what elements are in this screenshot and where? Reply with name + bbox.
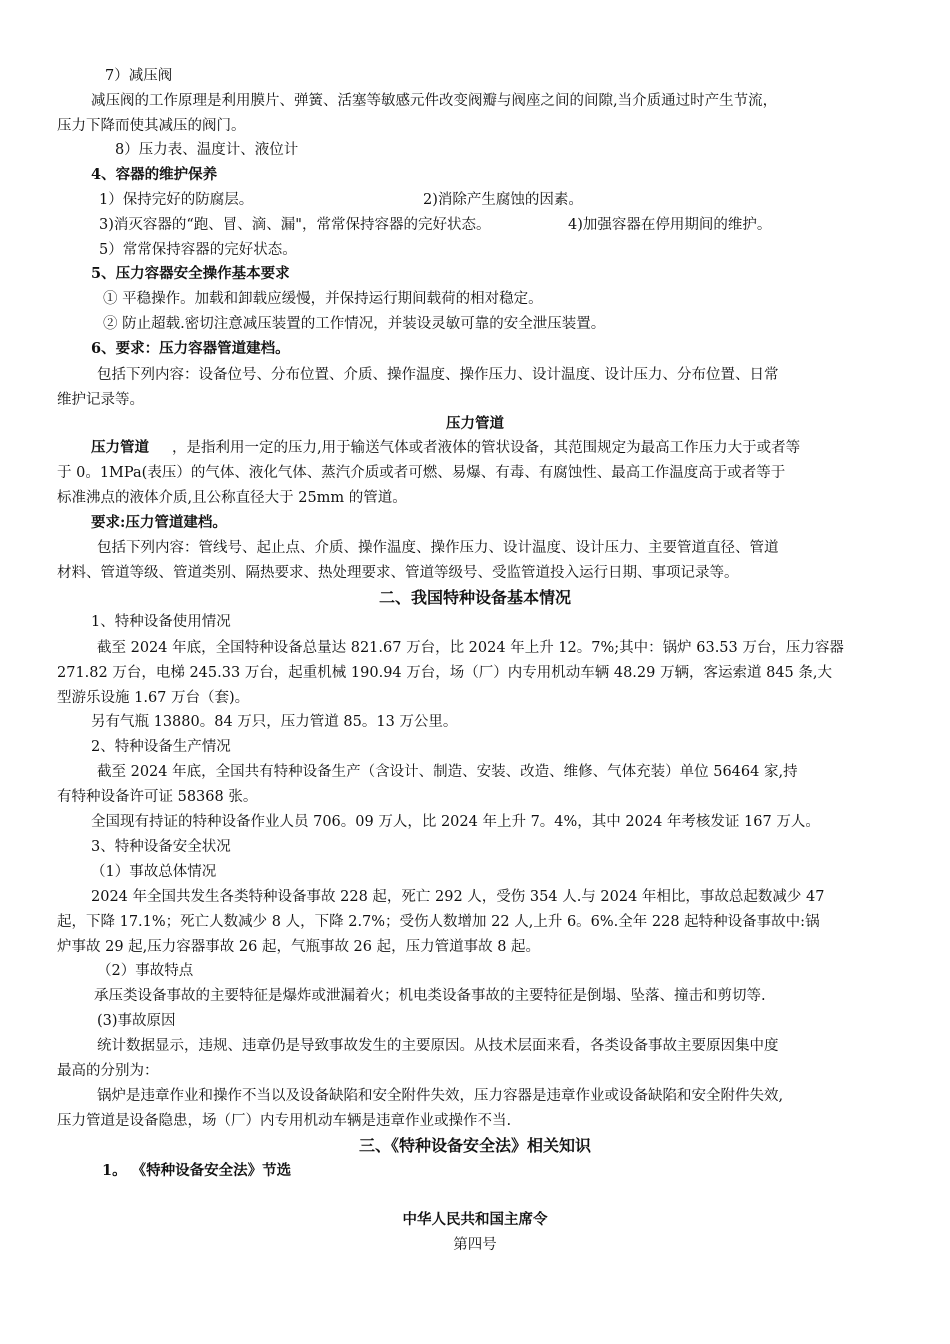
order-number: 第四号 [453, 1237, 497, 1253]
paragraph-line: 全国现有持证的特种设备作业人员 706。09 万人，比 2024 年上升 7。4%，其中 2024 年考核发证 167 万人。 [91, 814, 820, 830]
heading-records-requirement: 6、要求：压力容器管道建档。 [91, 340, 290, 357]
heading-vessel-maintenance: 4、容器的维护保养 [91, 166, 218, 183]
paragraph-line: 包括下列内容：设备位号、分布位置、介质、操作温度、操作压力、设计温度、设计压力、分布位置、日常 [97, 367, 779, 383]
paragraph-line: 271.82 万台，电梯 245.33 万台，起重机械 190.94 万台，场（厂）内专用机动车辆 48.29 万辆，客运索道 845 条,大 [57, 665, 832, 681]
paragraph-line: 压力下降而使其减压的阀门。 [57, 118, 246, 134]
subheading: （2）事故特点 [97, 963, 194, 979]
paragraph-line: 于 0。1MPa(表压）的气体、液化气体、蒸汽介质或者可燃、易爆、有毒、有腐蚀性、最高工作温度高于或者等于 [57, 465, 786, 481]
heading-pipeline-records: 要求:压力管道建档。 [91, 514, 227, 531]
paragraph-line: 压力管道是设备隐患，场（厂）内专用机动车辆是违章作业或操作不当. [57, 1113, 512, 1129]
heading-gauges: 8）压力表、温度计、液位计 [115, 142, 299, 158]
paragraph-line: 截至 2024 年底，全国共有特种设备生产（含设计、制造、安装、改造、维修、气体充装）单位 56464 家,持 [97, 764, 798, 780]
paragraph-line: 截至 2024 年底，全国特种设备总量达 821.67 万台，比 2024 年上升 12。7%;其中：锅炉 63.53 万台，压力容器 [97, 640, 844, 656]
paragraph-line: 锅炉是违章作业和操作不当以及设备缺陷和安全附件失效，压力容器是违章作业或设备缺陷和安全附件失效, [97, 1088, 784, 1104]
paragraph-line: 炉事故 29 起,压力容器事故 26 起，气瓶事故 26 起，压力管道事故 8 起。 [57, 939, 541, 955]
subheading: 3、特种设备安全状况 [91, 839, 231, 855]
list-item: 3)消灭容器的“跑、冒、滴、漏"，常常保持容器的完好状态。 [99, 217, 491, 233]
heading-safe-operation: 5、压力容器安全操作基本要求 [91, 265, 290, 282]
section-title-pressure-pipeline: 压力管道 [446, 415, 504, 432]
paragraph-line: 2024 年全国共发生各类特种设备事故 228 起，死亡 292 人，受伤 354 人.与 2024 年相比，事故总起数减少 47 [91, 889, 825, 905]
list-item: ② 防止超载.密切注意减压装置的工作情况，并装设灵敏可靠的安全泄压装置。 [103, 316, 606, 332]
paragraph-line: 另有气瓶 13880。84 万只，压力管道 85。13 万公里。 [91, 714, 458, 730]
paragraph-line: 最高的分别为： [57, 1063, 159, 1079]
paragraph-line: ，是指利用一定的压力,用于输送气体或者液体的管状设备，其范围规定为最高工作压力大于或者等 [172, 440, 801, 456]
subheading: (3)事故原因 [97, 1013, 176, 1029]
paragraph-line: 型游乐设施 1.67 万台（套)。 [57, 690, 250, 706]
section-title-basic-situation: 二、我国特种设备基本情况 [378, 588, 571, 607]
subheading: 2、特种设备生产情况 [91, 739, 231, 755]
paragraph-line: 承压类设备事故的主要特征是爆炸或泄漏着火；机电类设备事故的主要特征是倒塌、坠落、撞击和剪切等. [94, 988, 766, 1004]
section-title-safety-law: 三、《特种设备安全法》相关知识 [358, 1136, 591, 1155]
list-item: ① 平稳操作。加载和卸载应缓慢，并保持运行期间载荷的相对稳定。 [103, 291, 543, 307]
heading-pressure-reducing-valve: 7）减压阀 [105, 68, 173, 84]
presidential-order-title: 中华人民共和国主席令 [402, 1211, 548, 1228]
term-pressure-pipeline: 压力管道 [91, 439, 149, 456]
paragraph-line: 有特种设备许可证 58368 张。 [57, 789, 258, 805]
paragraph-line: 标准沸点的液体介质,且公称直径大于 25mm 的管道。 [57, 490, 407, 506]
subheading: （1）事故总体情况 [91, 864, 217, 880]
subheading-law-excerpt: 1。 《特种设备安全法》节选 [102, 1162, 292, 1179]
list-item: 2)消除产生腐蚀的因素。 [423, 192, 583, 208]
paragraph-line: 维护记录等。 [57, 392, 144, 408]
paragraph-line: 减压阀的工作原理是利用膜片、弹簧、活塞等敏感元件改变阀瓣与阀座之间的间隙,当介质通过时产生节流， [91, 93, 778, 109]
subheading: 1、特种设备使用情况 [91, 614, 231, 630]
paragraph-line: 起，下降 17.1%；死亡人数减少 8 人，下降 2.7%；受伤人数增加 22 人,上升 6。6%.全年 228 起特种设备事故中:锅 [57, 914, 820, 930]
list-item: 5）常常保持容器的完好状态。 [99, 242, 297, 258]
list-item: 4)加强容器在停用期间的维护。 [568, 217, 772, 233]
paragraph-line: 统计数据显示，违规、违章仍是导致事故发生的主要原因。从技术层面来看，各类设备事故主要原因集中度 [97, 1038, 779, 1054]
paragraph-line: 材料、管道等级、管道类别、隔热要求、热处理要求、管道等级号、受监管道投入运行日期、事项记录等。 [57, 565, 739, 581]
paragraph-line: 包括下列内容：管线号、起止点、介质、操作温度、操作压力、设计温度、设计压力、主要管道直径、管道 [97, 540, 779, 556]
list-item: 1）保持完好的防腐层。 [99, 192, 254, 208]
